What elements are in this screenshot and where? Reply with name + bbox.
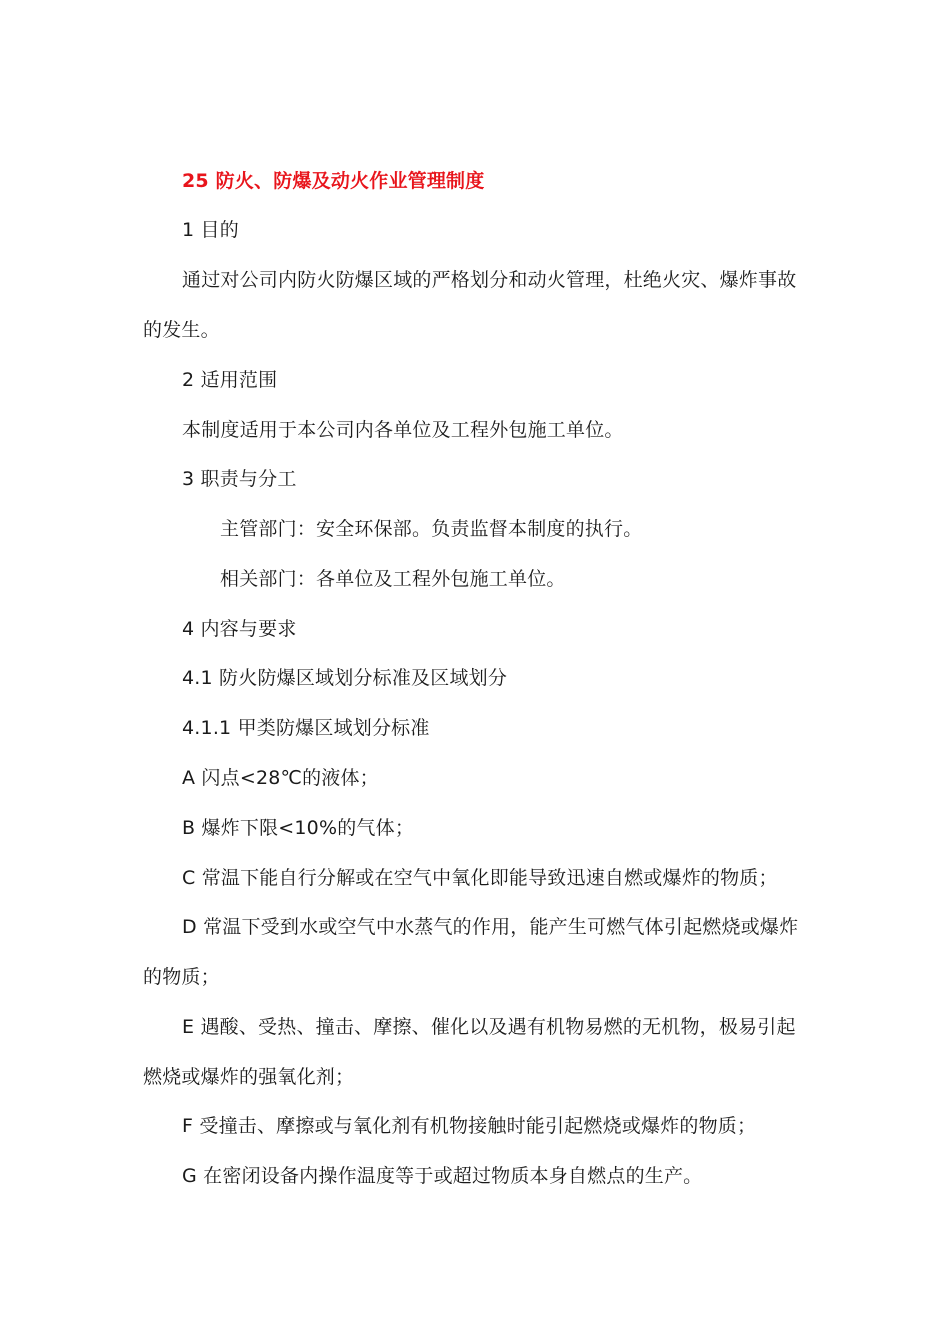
section-4-1-heading: 4.1 防火防爆区域划分标准及区域划分 [182, 667, 508, 689]
list-item-e-line-1: E 遇酸、受热、撞击、摩擦、催化以及遇有机物易燃的无机物，极易引起 [182, 1016, 796, 1038]
section-3-main-department: 主管部门：安全环保部。负责监督本制度的执行。 [220, 518, 643, 540]
list-item-b: B 爆炸下限<10%的气体； [182, 817, 415, 839]
list-item-d-line-1: D 常温下受到水或空气中水蒸气的作用，能产生可燃气体引起燃烧或爆炸 [182, 916, 799, 938]
section-4-1-1-heading: 4.1.1 甲类防爆区域划分标准 [182, 717, 430, 739]
section-3-heading: 3 职责与分工 [182, 468, 297, 490]
list-item-a: A 闪点<28℃的液体； [182, 767, 379, 789]
list-item-d-line-2: 的物质； [143, 966, 220, 988]
section-1-text-line-2: 的发生。 [143, 319, 220, 341]
list-item-f: F 受撞击、摩擦或与氧化剂有机物接触时能引起燃烧或爆炸的物质； [182, 1115, 757, 1137]
document-title: 25 防火、防爆及动火作业管理制度 [182, 170, 485, 192]
section-2-text: 本制度适用于本公司内各单位及工程外包施工单位。 [182, 419, 624, 441]
section-2-heading: 2 适用范围 [182, 369, 278, 391]
section-3-related-department: 相关部门：各单位及工程外包施工单位。 [220, 568, 566, 590]
list-item-e-line-2: 燃烧或爆炸的强氧化剂； [143, 1066, 355, 1088]
list-item-g: G 在密闭设备内操作温度等于或超过物质本身自燃点的生产。 [182, 1165, 703, 1187]
section-4-heading: 4 内容与要求 [182, 618, 297, 640]
section-1-text-line-1: 通过对公司内防火防爆区域的严格划分和动火管理，杜绝火灾、爆炸事故 [182, 269, 797, 291]
list-item-c: C 常温下能自行分解或在空气中氧化即能导致迅速自燃或爆炸的物质； [182, 867, 778, 889]
section-1-heading: 1 目的 [182, 219, 239, 241]
